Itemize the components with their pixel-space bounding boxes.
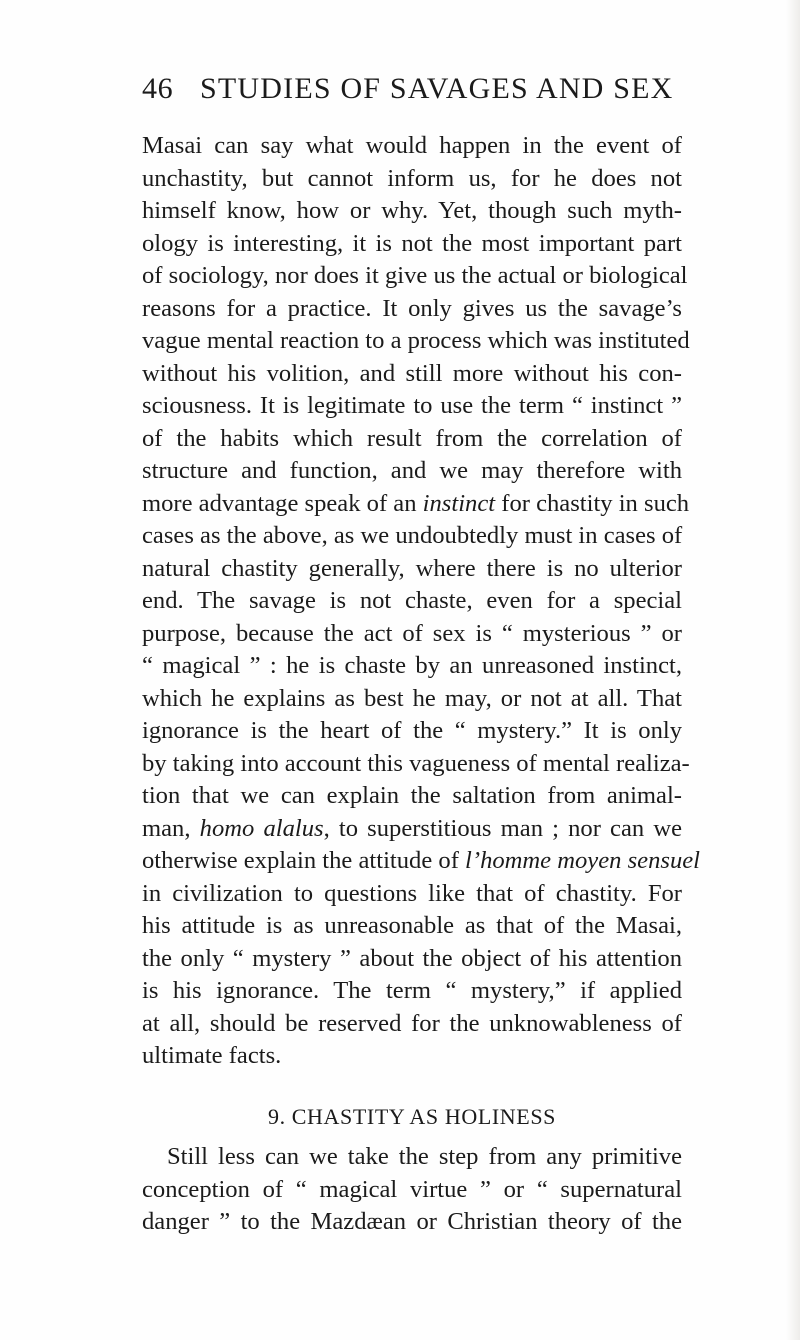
text-line: which he explains as best he may, or not at all. That <box>142 684 682 712</box>
text-line: tion that we can explain the saltation from animal- <box>142 782 682 809</box>
text-line: ology is interesting, it is not the most important part <box>142 229 682 257</box>
text-line: of sociology, nor does it give us the actual or biological <box>142 262 688 289</box>
italic-term: l’homme moyen sensuel <box>465 847 700 874</box>
text-line: at all, should be reserved for the unknowableness of <box>142 1009 682 1037</box>
text-line: conception of “ magical virtue ” or “ supernatural <box>142 1175 682 1203</box>
text-line: purpose, because the act of sex is “ mysterious ” or <box>142 619 682 647</box>
text-segment: more advantage speak of an <box>142 489 417 517</box>
text-line: vague mental reaction to a process which was instituted <box>142 327 690 354</box>
text-line: himself know, how or why. Yet, though such myth- <box>142 197 682 224</box>
text-line: “ magical ” : he is chaste by an unreasoned instinct, <box>142 652 682 679</box>
text-line: is his ignorance. The term “ mystery,” if applied <box>142 977 682 1004</box>
page-header <box>142 72 682 112</box>
text-line: cases as the above, as we undoubtedly must in cases of <box>142 522 683 549</box>
text-line: structure and function, and we may therefore with <box>142 457 682 484</box>
text-segment: , to superstitious man ; nor can we <box>323 814 683 842</box>
text-line: Still less can we take the step from any primitive <box>167 1143 682 1170</box>
text-line: natural chastity generally, where there is no ulterior <box>142 554 682 582</box>
text-line-with-italic <box>142 488 690 521</box>
text-line: danger ” to the Mazdæan or Christian theory of the <box>142 1208 682 1235</box>
text-line: ignorance is the heart of the “ mystery.” It is only <box>142 717 682 744</box>
text-segment: otherwise explain the attitude of <box>142 847 459 874</box>
text-line: in civilization to questions like that of chastity. For <box>142 879 682 907</box>
text-line: Masai can say what would happen in the event of <box>142 132 682 159</box>
text-line: reasons for a practice. It only gives us the savage’s <box>142 294 682 322</box>
body-text <box>142 130 700 1239</box>
page-edge-shadow <box>786 0 800 1340</box>
text-line: without his volition, and still more without his con- <box>142 359 682 387</box>
page-number: 46 <box>142 72 174 105</box>
text-line: end. The savage is not chaste, even for a special <box>142 587 682 614</box>
text-segment: man, <box>142 814 191 842</box>
text-line-with-italic <box>142 813 682 846</box>
italic-term: homo alalus <box>199 814 324 842</box>
text-line: his attitude is as unreasonable as that of the Masai, <box>142 912 682 939</box>
text-line-with-italic <box>142 845 700 878</box>
text-line: of the habits which result from the correlation of <box>142 424 682 452</box>
text-line: by taking into account this vagueness of mental realiza- <box>142 749 690 777</box>
text-segment: for chastity in such <box>501 489 690 517</box>
text-line: ultimate facts. <box>142 1042 282 1069</box>
text-line: sciousness. It is legitimate to use the term “ instinct ” <box>142 392 682 419</box>
text-line: the only “ mystery ” about the object of his attention <box>142 944 682 972</box>
italic-term: instinct <box>422 489 496 517</box>
running-head: STUDIES OF SAVAGES AND SEX <box>200 72 674 105</box>
section-heading: 9. CHASTITY AS HOLINESS <box>267 1103 556 1129</box>
text-line: unchastity, but cannot inform us, for he does not <box>142 164 682 192</box>
